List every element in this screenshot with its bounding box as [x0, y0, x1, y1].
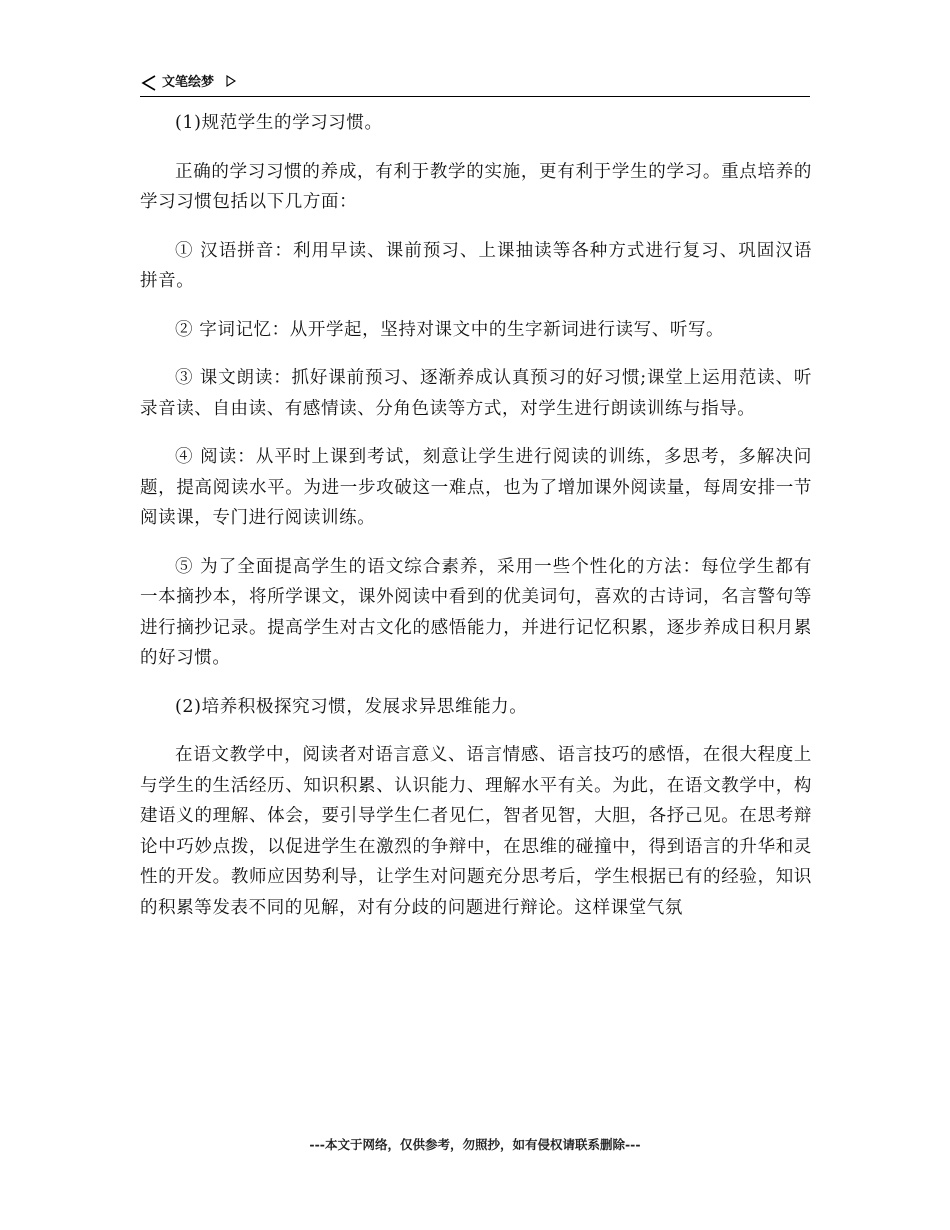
footer-disclaimer: ---本文于网络，仅供参考，勿照抄，如有侵权请联系删除--- [309, 1137, 641, 1152]
page-header [140, 72, 810, 97]
section-heading-1: (1)规范学生的学习习惯。 [175, 113, 383, 133]
list-item-reading: ④ 阅读：从平时上课到考试，刻意让学生进行阅读的训练，多思考，多解决问题，提高阅读水平。为进一步攻破这一难点，也为了增加课外阅读量，每周安排一节阅读课，专门进行阅读训练。 [140, 447, 812, 528]
list-item-excerpts: ⑤ 为了全面提高学生的语文综合素养，采用一些个性化的方法：每位学生都有一本摘抄本，将所学课文，课外阅读中看到的优美词句，喜欢的古诗词，名言警句等进行摘抄记录。提高学生对古文化的感悟能力，并进行记忆积累，逐步养成日积月累的好习惯。 [140, 556, 812, 668]
list-item-vocabulary: ② 字词记忆：从开学起，坚持对课文中的生字新词进行读写、听写。 [175, 319, 725, 340]
header-title: 文笔绘梦 [162, 75, 215, 90]
document-body [140, 108, 812, 923]
list-item-reading-aloud: ③ 课文朗读：抓好课前预习、逐渐养成认真预习的好习惯;课堂上运用范读、听录音读、自由读、有感情读、分角色读等方式，对学生进行朗读训练与指导。 [140, 368, 812, 419]
list-item-pinyin: ① 汉语拼音：利用早读、课前预习、上课抽读等各种方式进行复习、巩固汉语拼音。 [140, 240, 812, 291]
forward-triangle-icon [226, 75, 236, 87]
section-heading-2: (2)培养积极探究习惯，发展求异思维能力。 [175, 696, 528, 717]
back-triangle-icon [140, 74, 158, 92]
paragraph-discussion: 在语文教学中，阅读者对语言意义、语言情感、语言技巧的感悟，在很大程度上与学生的生活经历、知识积累、认识能力、理解水平有关。为此，在语文教学中，构建语义的理解、体会，要引导学生仁者见仁，智者见智，大胆，各抒己见。在思考辩论中巧妙点拨，以促进学生在激烈的争辩中，在思维的碰撞中，得到语言的升华和灵性的开发。教师应因势利导，让学生对问题充分思考后，学生根据已有的经验，知识的积累等发表不同的见解，对有分歧的问题进行辩论。这样课堂气氛 [140, 745, 812, 918]
paragraph-intro: 正确的学习习惯的养成，有利于教学的实施，更有利于学生的学习。重点培养的学习习惯包括以下几方面： [140, 161, 812, 212]
